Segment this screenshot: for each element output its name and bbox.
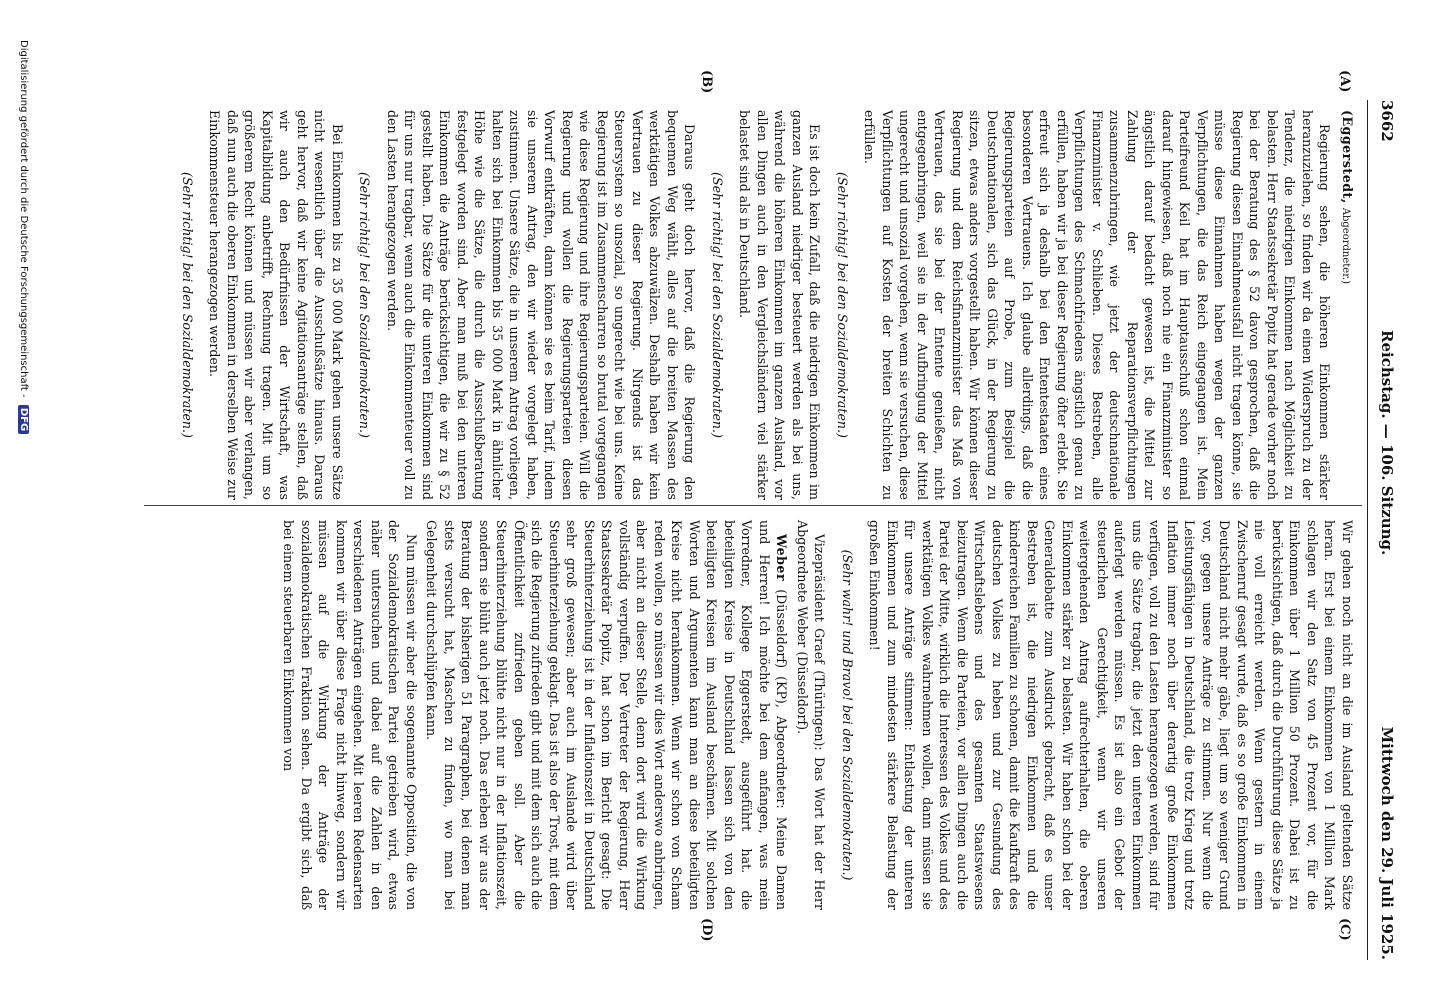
page-title: Reichstag. — 106. Sitzung. <box>1378 330 1396 556</box>
paragraph: Regierung sehen, die höheren Einkommen stärker heranzuziehen, so finden wir da einen Widerspruch zu der Tendenz, die niedrigen Einkommen nach Möglichkeit zu belasten. Herr Staatssekretär Popitz hat gerade vorher noch bei der Beratung des § 52 davon gesprochen, daß die Regierung diesen Einnahmeausfall nicht tragen könne, sie müsse diese Einnahmen haben wegen der ganzen Verpflichtungen, die das Reich eingegangen ist. Mein Parteifreund Keil hat im Hauptausschuß schon einmal darauf hingewiesen, daß noch nie ein Finanzminister so ängstlich darauf bedacht gewesen ist, die Mittel zur Zahlung der Reparationsverpflichtungen zusammenzubringen, wie jetzt der deutschnationale Finanzminister v. Schlieben. Dieses Bestreben, alle Verpflichtungen des Schmachfriedens ängstlich genau zu erfüllen, haben wir ja bei dieser Regierung öfter erlebt. Sie erfreut sich ja deshalb bei den Ententestaaten eines besonderen Vertrauens. Ich glaube allerdings, daß die Regierungsparteien auf Probe, zum Beispiel die Deutschnationalen, sich das Glück, in der Regierung zu sitzen, etwas anders vorgestellt haben. Wir können dieser Regierung und dem Reichsfinanzminister das Maß von Vertrauen, das sie bei der Entente genießen, nicht entgegenbringen, weil sie in der Aufbringung der Mittel ungerecht und unsozial vorgehen, wenn sie versuchen, diese Verpflichtungen auf Kosten der breiten Schichten zu erfüllen. <box>862 110 1333 500</box>
interjection: (Sehr richtig! bei den Sozialdemokraten.) <box>180 172 195 438</box>
paragraph: Wir gehen noch nicht an die im Ausland geltenden Sätze heran. Erst bei einem Einkommen von 1 Million Mark schlagen wir den Satz von 45 Prozent vor, für die Einkommen über 1 Million 50 Prozent. Dabei ist zu berücksichtigen, daß durch die Durchführung diese Sätze ja nie voll erreicht werden. Wenn gestern in einem Zwischenruf gesagt wurde, daß es so große Einkommen in Deutschland nicht mehr gäbe, liegt um so weniger Grund vor, gegen unsere Anträge zu stimmen. Nur wenn die Leistungsfähigen in Deutschland, die trotz Krieg und trotz Inflation immer noch über derartig große Einkommen verfügen, voll zu den Lasten herangezogen werden, sind für uns die Sätze tragbar, die jetzt den unteren Einkommen auferlegt werden müssen. Es ist also ein Gebot der steuerlichen Gerechtigkeit, wenn wir unseren weitergehenden Antrag aufrechterhalten, die oberen Einkommen stärker zu belasten. Wir haben schon bei der Generaldebatte zum Ausdruck gebracht, daß es unser Bestreben ist, die niedrigen Einkommen und die kinderreichen Familien zu schonen, damit die Kaufkraft des deutschen Volkes zu heben und zur Gesundung des Wirtschaftslebens und des gesamten Staatswesens beizutragen. Wenn die Parteien, vor allen Dingen auch die Partei der Mitte, wirklich die Interessen des Volkes und des werktätigen Volkes wahrnehmen wollen, dann müssen sie für unsere Anträge stimmen: Entlastung der unteren Einkommen und zum mindesten stärkere Belastung der großen Einkommen! <box>867 520 1355 910</box>
paragraph: Nun müssen wir aber die sogenannte Opposition, die von der Sozialdemokratischen Partei getrieben wird, etwas näher untersuchen und dabei auf die Zahlen in den verschiedenen Anträgen eingehen. Mit leeren Redensarten kommen wir über diese Frage nicht hinweg, sondern wir müssen auf die Wirkung der Anträge der sozialdemokratischen Fraktion sehen. Da ergibt sich, daß bei einem steuerbaren Einkommen von <box>281 520 419 910</box>
column-divider <box>144 505 1362 506</box>
digitization-credit <box>9 40 29 960</box>
speaker-role: Abgeordneter.) <box>1340 207 1351 284</box>
speaker-name: Weber <box>774 534 790 582</box>
session-date: Mittwoch den 29. Juli 1925. <box>1378 726 1396 960</box>
margin-marker-a: (A) <box>1337 70 1352 93</box>
margin-marker-b: (B) <box>699 70 714 94</box>
header-rule <box>1367 100 1368 960</box>
margin-marker-c: (C) <box>1337 918 1352 941</box>
paragraph <box>423 520 791 910</box>
page-header <box>1370 100 1396 960</box>
left-column <box>169 110 1357 500</box>
credit-text: Digitalisierung gefördert durch die Deutsche Forschungsgemeinschaft - <box>18 40 29 398</box>
interjection: (Sehr richtig! bei den Sozialdemokraten.) <box>357 172 373 438</box>
interjection: (Sehr richtig! bei den Sozialdemokraten.) <box>710 172 725 438</box>
speaker-name: (Eggerstedt, <box>1340 110 1355 204</box>
speech-text: (Düsseldorf) (KP), Abgeordneter: Meine Damen und Herren! Ich möchte bei dem anfangen, was mein Vorredner, Kollege Eggerstedt, ausgeführt hat. die beteiligten Kreise in Deutschland lassen sich von den beteiligten Kreisen im Ausland beschämen. Mit solchen Worten und Argumenten kann man an diese beteiligten Kreise nicht herankommen. Wenn wir schon von Scham reden wollen, so müssen wir dies Wort anderswo anbringen, aber nicht an dieser Stelle, denn dort wird die Wirkung vollständig verpuffen. Der Vertreter der Regierung, Herr Staatssekretär Popitz, hat schon im Bericht gesagt: Die Steuerhinterziehung ist in der Inflationszeit in Deutschland sehr groß gewesen; aber auch im Auslande wird über Steuerhinterziehung geklagt. Das ist also der Trost, mit dem sich die Regierung zufrieden gibt und mit dem sich auch die Öffentlichkeit zufrieden geben soll. Aber die Steuerhinterziehung blühte nicht nur in der Inflationszeit, sondern sie blüht auch jetzt noch. Das erleben wir aus der Beratung der bisherigen 51 Paragraphen, bei denen man stets versucht hat, Maschen zu finden, wo man bei Gelegenheit durchschlüpfen kann. <box>424 520 790 910</box>
paragraph: Es ist doch kein Zufall, daß die niedrigen Einkommen im ganzen Ausland niedriger besteuert werden als bei uns, während die höheren Einkommen im ganzen Ausland, vor allen Dingen auch in den Vergleichsländern viel stärker belastet sind als in Deutschland. <box>737 110 823 500</box>
interjection: (Sehr richtig! bei den Sozialdemokraten.) <box>835 172 850 438</box>
paragraph: Bei Einkommen bis zu 35 000 Mark gehen unsere Sätze nicht wesentlich über die Ausschußsätze hinaus. Daraus geht hervor, daß wir keine Agitationsanträge stellen, daß wir auch den Bedürfnissen der Wirtschaft, was Kapitalbildung anbetrifft, Rechnung tragen. Mit um so größerem Recht können und müssen wir aber verlangen, daß nun auch die oberen Einkommen in derselben Weise zur Einkommensteuer herangezogen werden. <box>207 110 345 500</box>
page-number: 3662 <box>1378 100 1396 142</box>
right-column <box>277 520 1356 910</box>
dfg-logo: DFG <box>18 405 29 434</box>
paragraph <box>1337 110 1357 500</box>
paragraph: Daraus geht doch hervor, daß die Regierung den bequemen Weg wählt, alles auf die breiten Massen des werktätigen Volkes abzuwälzen. Deshalb haben wir kein Vertrauen zu dieser Regierung. Nirgends ist das Steuersystem so unsozial, so ungerecht wie bei uns. Keine Regierung ist im Zusammenscharren so brutal vorgegangen wie diese Regierung und ihre Regierungsparteien. Will die Regierung und wollen die Regierungsparteien diesen Vorwurf entkräften, dann können sie es beim Tarif, indem sie unserem Antrag, den wir wieder vorgelegt haben, zustimmen. Unsere Sätze, die in unserem Antrag vorliegen, halten sich bei Einkommen bis 35 000 Mark in ähnlicher Höhe wie die Sätze, die durch die Ausschußberatung festgelegt worden sind. Aber man muß bei den unteren Einkommen die Anträge berücksichtigen, die wir zu § 52 gestellt haben. Die Sätze für die unteren Einkommen sind für uns nur tragbar, wenn auch die Einkommenteuer voll zu den Lasten herangezogen werden. <box>385 110 698 500</box>
margin-marker-d: (D) <box>699 918 714 942</box>
interjection: (Sehr wahr! und Bravo! bei den Sozialdemokraten.) <box>840 549 855 881</box>
paragraph: Vizepräsident Graef (Thüringen): Das Wort hat der Herr Abgeordnete Weber (Düsseldorf). <box>795 520 828 910</box>
